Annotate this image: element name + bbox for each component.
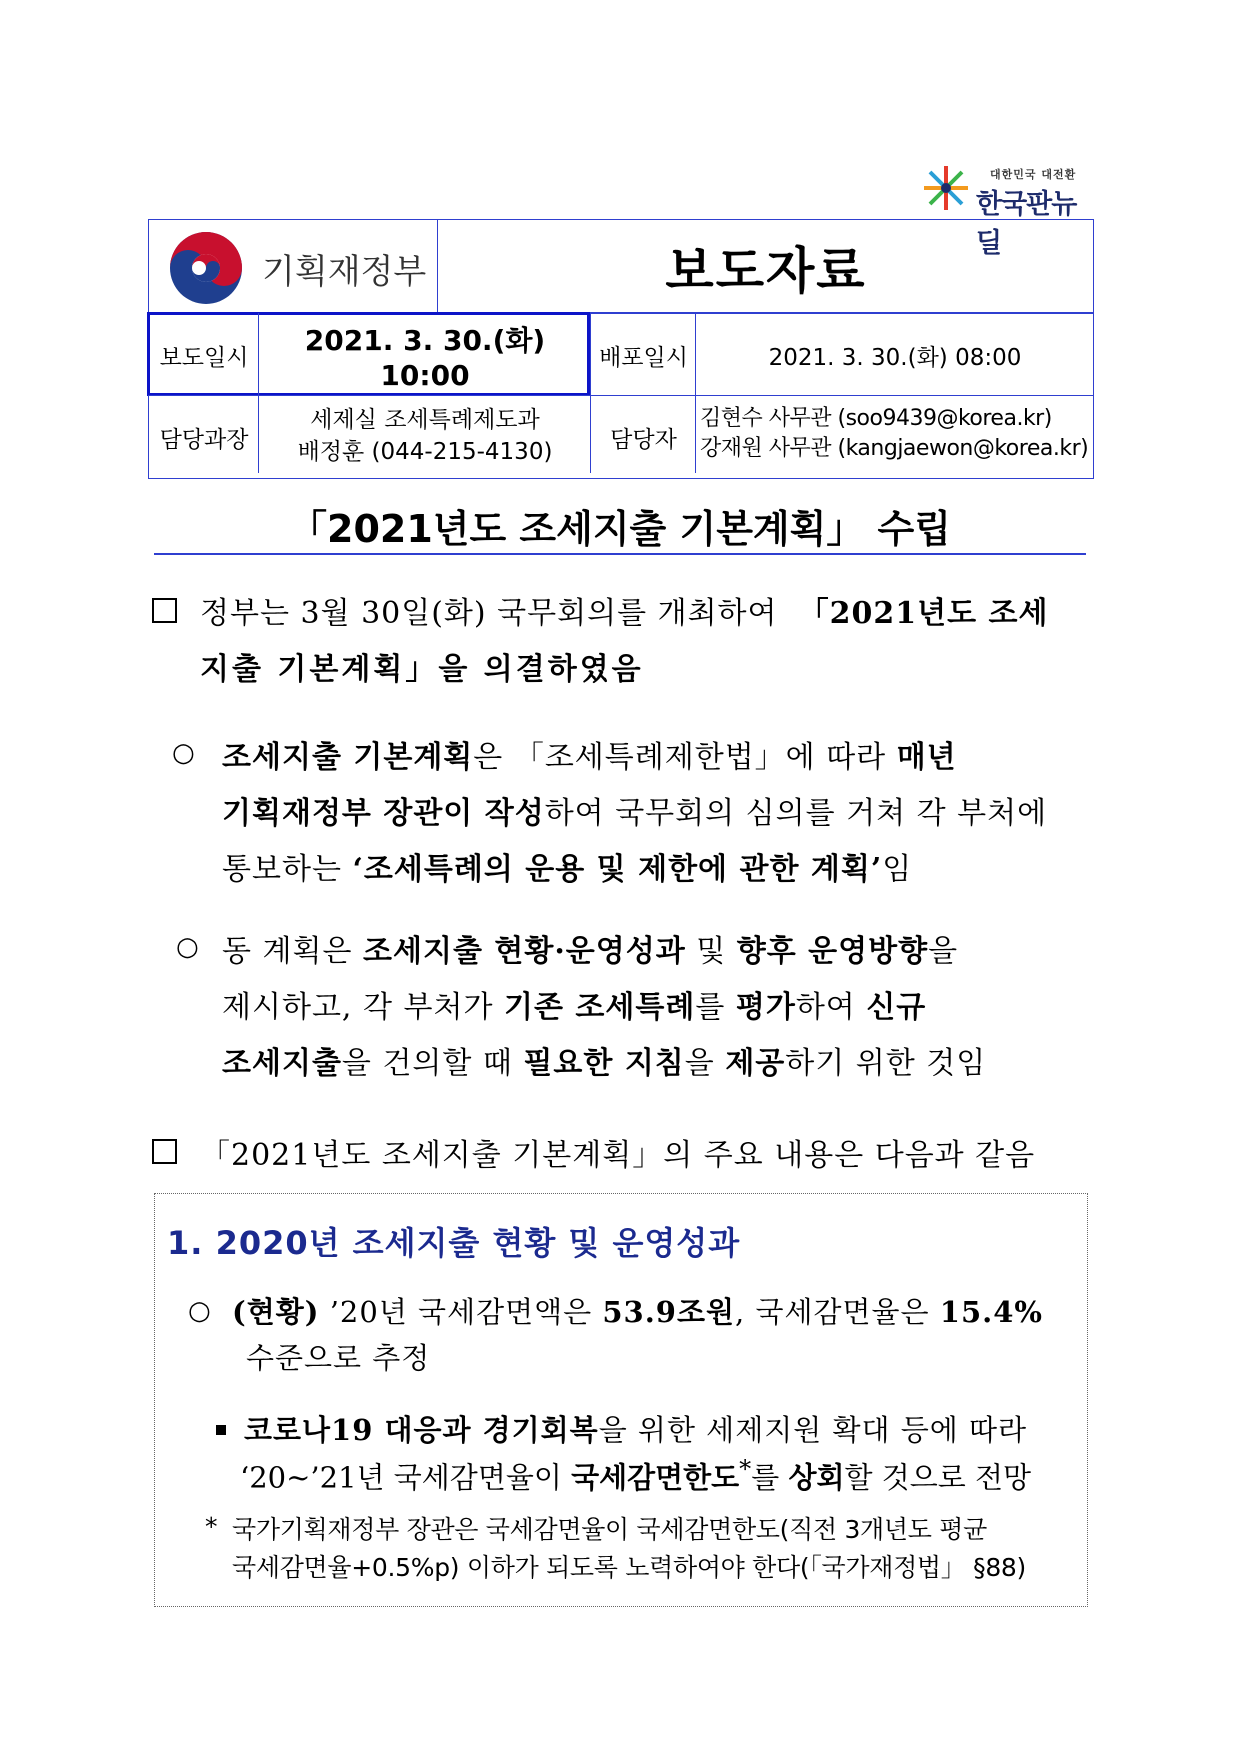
- circle-bullet-icon: ○: [176, 932, 199, 962]
- sub-l2-bold-2: 상회: [788, 1460, 845, 1495]
- korean-new-deal-logo: [920, 160, 1095, 259]
- b2-l2-bold-1: 기존 조세특례: [503, 990, 696, 1025]
- title-underline: [154, 553, 1086, 555]
- b1-bold-2: 매년: [896, 740, 957, 775]
- note-line-1: 국가기획재정부 장관은 국세감면율이 국세감면한도(직전 3개년도 평균: [232, 1515, 987, 1544]
- b2-l2-bold-2: 평가: [735, 990, 796, 1025]
- paragraph-1-line-1: [200, 588, 1048, 632]
- b2-l3-bold-1: 조세지출: [222, 1046, 342, 1081]
- b1-l3-bold: ‘조세특례의 운용 및 제한에 관한 계획’: [352, 852, 883, 887]
- p1-bold-2: 지출 기본계획」을 의결하였음: [200, 652, 644, 687]
- bullet-2-line-1: [222, 926, 958, 970]
- officer-label: 담당자: [610, 426, 677, 453]
- b1-bold: 조세지출 기본계획: [222, 740, 474, 775]
- ministry-taegeuk-logo-icon: [168, 230, 244, 306]
- officer-contacts: [700, 404, 1092, 464]
- distribution-time-value: 2021. 3. 30.(화) 08:00: [768, 344, 1022, 371]
- b2-bold: 조세지출 현황·운영성과: [363, 934, 686, 969]
- b2-l2-text-2: 를: [695, 990, 736, 1025]
- b1-l2-text: 하여 국무회의 심의를 거쳐 각 부처에: [544, 796, 1048, 831]
- p1-text: 정부는 3월 30일(화) 국무회의를 개최하여: [200, 596, 778, 631]
- new-deal-name: 한국판뉴딜: [976, 189, 1077, 259]
- paragraph-2: 「2021년도 조세지출 기본계획」의 주요 내용은 다음과 같음: [200, 1138, 1036, 1173]
- b2-l3-bold-3: 제공: [725, 1046, 786, 1081]
- square-bullet-icon: [152, 598, 177, 623]
- p1-bold: 「2021년도 조세: [798, 596, 1049, 631]
- circle-bullet-icon: ○: [188, 1296, 211, 1326]
- status-line-2: 수준으로 추정: [246, 1341, 431, 1375]
- bullet-2-line-3: [222, 1038, 986, 1082]
- distribution-time-label: 배포일시: [599, 344, 688, 371]
- sub-text: 을 위한 세제지원 확대 등에 따라: [598, 1413, 1027, 1447]
- sub-bold: 코로나19 대응과 경기회복: [244, 1413, 599, 1447]
- small-square-bullet-icon: [216, 1425, 226, 1435]
- division-contact: [260, 404, 590, 468]
- b1-text: 은 「조세특례제한법」에 따라: [473, 740, 897, 775]
- bullet-1-line-3: [222, 844, 912, 888]
- b1-l3-end: 임: [882, 852, 913, 887]
- b1-l3-text: 통보하는: [222, 852, 353, 887]
- sub-l2-bold: 국세감면한도: [571, 1460, 740, 1495]
- paragraph-1-line-2: [200, 644, 644, 688]
- sub-line-2: [240, 1455, 1031, 1497]
- document-title: 「2021년도 조세지출 기본계획」 수립: [289, 507, 951, 551]
- division-head: 배정훈 (044-215-4130): [297, 439, 553, 465]
- b1-l2-bold: 기획재정부 장관이 작성: [222, 796, 545, 831]
- b2-end: 을: [928, 934, 959, 969]
- sub-line-1: [244, 1408, 1027, 1449]
- b2-mid: 및: [685, 934, 737, 969]
- release-time-label: 보도일시: [159, 344, 249, 371]
- b2-l2-text-1: 제시하고, 각 부처가: [222, 990, 504, 1025]
- sub-l2-text-3: 할 것으로 전망: [844, 1460, 1032, 1495]
- division-name: 세제실 조세특례제도과: [310, 407, 540, 433]
- status-bold-2: 53.9조원: [602, 1295, 736, 1329]
- b2-bold-2: 향후 운영방향: [736, 934, 929, 969]
- b2-l3-text-1: 을 건의할 때: [341, 1046, 524, 1081]
- status-text-2: , 국세감면율은: [735, 1295, 940, 1329]
- new-deal-tagline: 대한민국 대전환: [990, 168, 1077, 181]
- section-heading: 1. 2020년 조세지출 현황 및 운영성과: [167, 1224, 741, 1262]
- status-text: ’20년 국세감면액은: [319, 1295, 603, 1329]
- division-label: 담당과장: [159, 426, 249, 453]
- header-divider: [437, 219, 438, 313]
- press-release-label: 보도자료: [665, 242, 867, 300]
- officer-2: 강재원 사무관 (kangjaewon@korea.kr): [700, 436, 1089, 461]
- status-bold-3: 15.4%: [939, 1295, 1043, 1329]
- new-deal-star-icon: [920, 162, 972, 214]
- b2-l2-text-3: 하여: [795, 990, 867, 1025]
- b2-l3-bold-2: 필요한 지침: [523, 1046, 685, 1081]
- circle-bullet-icon: ○: [172, 738, 195, 768]
- footnote-marker: *: [739, 1455, 752, 1483]
- bullet-2-line-2: [222, 982, 926, 1026]
- note-line-2: 국세감면율+0.5%p) 이하가 되도록 노력하여야 한다(「국가재정법」 §88): [232, 1553, 1026, 1582]
- b2-l3-text-2: 을: [684, 1046, 726, 1081]
- sub-l2-text: ‘20~’21년 국세감면율이: [240, 1460, 572, 1495]
- square-bullet-icon: [152, 1139, 177, 1164]
- sub-l2-text-2: 를: [751, 1460, 789, 1495]
- release-time-value: 2021. 3. 30.(화) 10:00: [304, 323, 546, 392]
- officer-1: 김현수 사무관 (soo9439@korea.kr): [700, 406, 1052, 431]
- bullet-1-line-1: [222, 732, 957, 776]
- b2-l3-text-3: 하기 위한 것임: [785, 1046, 987, 1081]
- note-marker: *: [205, 1512, 218, 1541]
- status-bold: (현황): [232, 1295, 320, 1329]
- ministry-name: 기획재정부: [262, 252, 427, 292]
- b2-l2-bold-3: 신규: [866, 990, 927, 1025]
- status-line-1: [232, 1290, 1043, 1331]
- bullet-1-line-2: [222, 788, 1047, 832]
- b2-text: 동 계획은: [222, 934, 363, 969]
